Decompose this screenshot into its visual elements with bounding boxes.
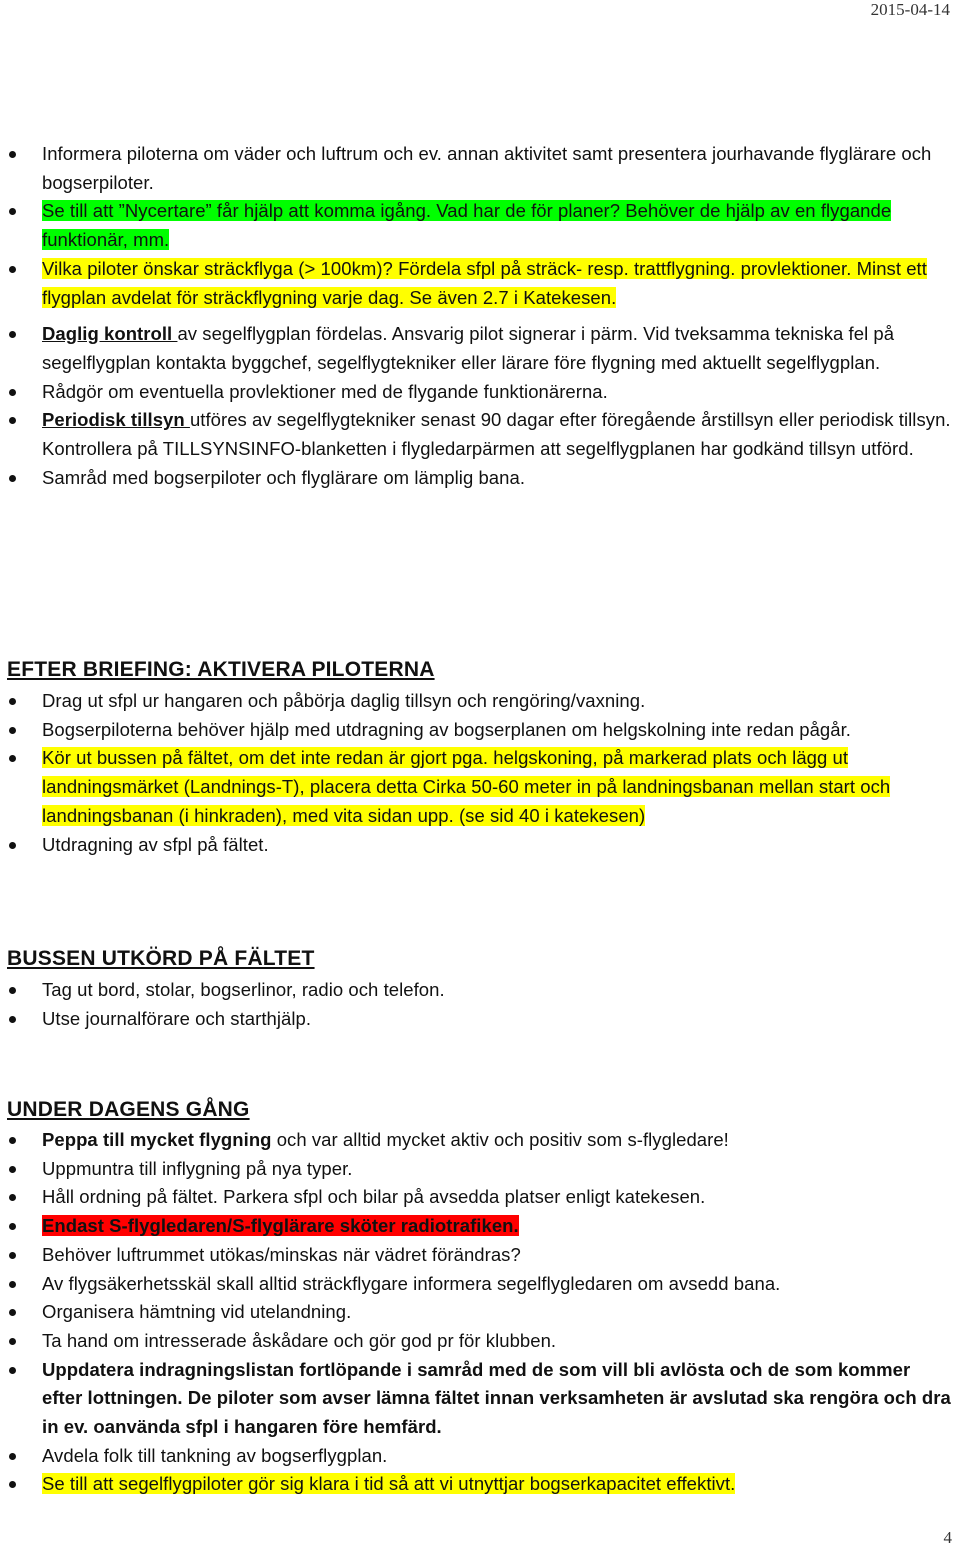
bullet-icon [9, 475, 16, 482]
bullet-icon [9, 1252, 16, 1259]
page-number: 4 [943, 1528, 952, 1547]
item-lead-text: Peppa till mycket flygning [42, 1129, 272, 1150]
item-text-highlighted: Kör ut bussen på fältet, om det inte redan är gjort pga. helgskoning, på markerad plats och lägg ut landningsmärket (Landnings-T), placera detta Cirka 50-60 meter in på landningsbanan mellan start och landningsbanan (i hinkraden), med vita sidan upp. (se sid 40 i katekesen) [42, 747, 891, 826]
item-lead-text: Daglig kontroll [42, 323, 178, 345]
after-briefing-list [0, 687, 960, 859]
list-item [0, 464, 960, 493]
bullet-icon [9, 698, 16, 705]
item-text: Håll ordning på fältet. Parkera sfpl och bilar på avsedda platser enligt katekesen. [42, 1186, 706, 1208]
bullet-icon [9, 727, 16, 734]
bullet-icon [9, 1281, 16, 1288]
item-text-highlighted: Se till att segelflygpiloter gör sig klara i tid så att vi utnyttjar bogserkapacitet effektivt. [42, 1473, 736, 1495]
list-item [0, 255, 960, 312]
bullet-icon [9, 1016, 16, 1023]
section-heading-during-day: UNDER DAGENS GÅNG [7, 1098, 250, 1121]
bus-on-field-list [0, 976, 960, 1033]
list-item [0, 1442, 960, 1471]
list-item [0, 406, 960, 463]
item-text: Bogserpiloterna behöver hjälp med utdragning av bogserplanen om helgskolning inte redan pågår. [42, 718, 851, 740]
list-item [0, 1270, 960, 1299]
bullet-icon [9, 1166, 16, 1173]
bullet-icon [9, 417, 16, 424]
bullet-icon [9, 208, 16, 215]
bullet-icon [9, 151, 16, 158]
item-text-highlighted: Vilka piloter önskar sträckflyga (> 100km)? Fördela sfpl på sträck- resp. trattflygning. provlektioner. Minst ett flygplan avdelat för sträckflygning varje dag. Se även 2.7 i Katekesen. [42, 257, 927, 308]
list-item [0, 1005, 960, 1034]
list-item [0, 197, 960, 254]
list-item [0, 744, 960, 830]
section-heading-after-briefing: EFTER BRIEFING: AKTIVERA PILOTERNA [7, 658, 435, 681]
list-item [0, 140, 960, 197]
item-text: Utdragning av sfpl på fältet. [42, 833, 269, 855]
item-text: Ta hand om intresserade åskådare och gör god pr för klubben. [42, 1329, 557, 1351]
bullet-icon [9, 1137, 16, 1144]
item-text: Tag ut bord, stolar, bogserlinor, radio och telefon. [42, 979, 445, 1000]
bullet-icon [9, 842, 16, 849]
section-heading-bus-on-field: BUSSEN UTKÖRD PÅ FÄLTET [7, 947, 315, 970]
briefing-list [0, 140, 960, 492]
item-lead-text: Periodisk tillsyn [42, 409, 190, 431]
bullet-icon [9, 1338, 16, 1345]
item-text: Uppdatera indragningslistan fortlöpande i samråd med de som vill bli avlösta och de som kommer efter lottningen. De piloter som avser lämna fältet innan verksamheten är avslutad ska rengöra och dra in ev. oanvända sfpl i hangaren före hemfärd. [42, 1358, 951, 1438]
item-text: av segelflygplan fördelas. Ansvarig pilot signerar i pärm. Vid tveksamma tekniska fel på segelflygplan kontakta byggchef, segelflygtekniker eller lärare före flygning med aktuellt segelflygplan. [42, 323, 895, 373]
list-item [0, 320, 960, 377]
list-item [0, 1298, 960, 1327]
bullet-icon [9, 1223, 16, 1230]
list-item [0, 1212, 960, 1241]
item-text: Avdela folk till tankning av bogserflygplan. [42, 1444, 388, 1466]
item-text: Av flygsäkerhetsskäl skall alltid sträckflygare informera segelflygledaren om avsedd bana. [42, 1272, 781, 1294]
list-item [0, 1183, 960, 1212]
during-day-list [0, 1126, 960, 1499]
list-item [0, 1356, 960, 1442]
list-item [0, 1470, 960, 1499]
list-item [0, 976, 960, 1005]
item-text: Uppmuntra till inflygning på nya typer. [42, 1157, 353, 1179]
list-item [0, 1327, 960, 1356]
bullet-icon [9, 1309, 16, 1316]
list-item [0, 378, 960, 407]
bullet-icon [9, 266, 16, 273]
bullet-icon [9, 987, 16, 994]
item-text: Samråd med bogserpiloter och flyglärare om lämplig bana. [42, 466, 526, 488]
list-item [0, 687, 960, 716]
bullet-icon [9, 1453, 16, 1460]
list-item [0, 716, 960, 745]
list-item [0, 1155, 960, 1184]
list-item [0, 831, 960, 860]
item-text-highlighted: Endast S-flygledaren/S-flyglärare sköter radiotrafiken. [42, 1215, 519, 1237]
bullet-icon [9, 331, 16, 338]
bullet-icon [9, 755, 16, 762]
document-date: 2015-04-14 [870, 0, 950, 19]
list-item [0, 1241, 960, 1270]
bullet-icon [9, 1481, 16, 1488]
item-text: Rådgör om eventuella provlektioner med de flygande funktionärerna. [42, 380, 608, 402]
item-text: utföres av segelflygtekniker senast 90 dagar efter föregående årstillsyn eller periodisk tillsyn. Kontrollera på TILLSYNSINFO-blanketten i flygledarpärmen att segelflygplanen har godkänd tillsyn utförd. [42, 409, 951, 460]
item-text: Organisera hämtning vid utelandning. [42, 1301, 352, 1323]
item-text: Informera piloterna om väder och luftrum och ev. annan aktivitet samt presentera jourhavande flyglärare och bogserpiloter. [42, 143, 932, 193]
bullet-icon [9, 389, 16, 396]
bullet-icon [9, 1367, 16, 1374]
item-text: Utse journalförare och starthjälp. [42, 1007, 312, 1029]
item-text: och var alltid mycket aktiv och positiv som s-flygledare! [271, 1129, 729, 1150]
bullet-icon [9, 1194, 16, 1201]
list-item [0, 1126, 960, 1155]
item-text: Behöver luftrummet utökas/minskas när vädret förändras? [42, 1243, 521, 1265]
item-text-highlighted: Se till att ”Nycertare” får hjälp att komma igång. Vad har de för planer? Behöver de hjälp av en flygande funktionär, mm. [42, 200, 892, 251]
item-text: Drag ut sfpl ur hangaren och påbörja daglig tillsyn och rengöring/vaxning. [42, 690, 646, 711]
